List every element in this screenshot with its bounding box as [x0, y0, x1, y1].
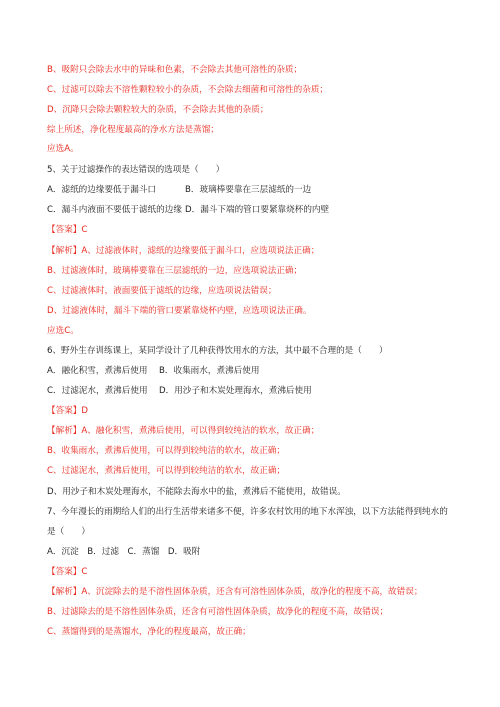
answer-line [47, 405, 88, 417]
option-a: A．滤纸的边缘要低于漏斗口 [47, 185, 157, 195]
option-c: C．过滤泥水，煮沸后使用 [47, 386, 148, 396]
answer-value: D [81, 406, 89, 416]
answer-tag: 【答案】 [47, 406, 82, 416]
question-6: 6、野外生存训练课上，某同学设计了几种获得饮用水的方法，其中最不合理的是（ ） [47, 346, 388, 356]
text-line: 综上所述，净化程度最高的净水方法是蒸馏； [47, 125, 219, 135]
question-5: 5、关于过滤操作的表达错误的选项是（ ） [47, 165, 225, 175]
text-line: C、过滤泥水，煮沸后使用，可以得到较纯洁的软水，故正确； [47, 466, 286, 476]
option-row [47, 184, 312, 196]
analysis-text: A、融化积雪，煮沸后使用，可以得到较纯洁的软水，故正确； [81, 426, 320, 436]
question-7-cont: 是（ ） [47, 527, 90, 537]
text-line: C、蒸馏得到的是蒸馏水，净化的程度最高，故正确； [47, 627, 251, 637]
text-line: 应选A。 [47, 144, 79, 154]
option-row [47, 204, 330, 216]
answer-line [47, 566, 87, 578]
answer-tag: 【答案】 [47, 225, 82, 235]
text-line: D、过滤液体时，漏斗下端的管口要紧靠烧杯内壁，应选项说法正确。 [47, 306, 312, 316]
answer-value: C [81, 225, 88, 235]
analysis-tag: 【解析】 [47, 426, 82, 436]
text-line: B、过滤液体时，玻璃棒要靠在三层滤纸的一边，应选项说法正确； [47, 266, 303, 276]
text-line: D、用沙子和木炭处理海水，不能除去海水中的盐，煮沸后不能使用，故错误。 [47, 487, 346, 497]
text-line: 应选C。 [47, 326, 79, 336]
option-b: B．玻璃棒要靠在三层滤纸的一边 [185, 185, 312, 195]
text-line: C、过滤液体时，液面要低于滤纸的边缘，应选项说法错误； [47, 286, 277, 296]
option-c: C．漏斗内液面不要低于滤纸的边缘 [47, 205, 182, 215]
analysis-text: A、过滤液体时，滤纸的边缘要低于漏斗口，应选项说法正确； [81, 246, 320, 256]
option-d: D．漏斗下端的管口要紧靠烧杯的内壁 [185, 205, 330, 215]
analysis-tag: 【解析】 [47, 246, 82, 256]
text-line: B、过滤除去的是不溶性固体杂质，还含有可溶性固体杂质，故净化的程度不高，故错误； [47, 607, 389, 617]
analysis-line [47, 245, 319, 257]
analysis-line [47, 586, 422, 598]
option-row [47, 365, 260, 377]
analysis-text: A、沉淀除去的是不溶性固体杂质，还含有可溶性固体杂质，故净化的程度不高，故错误； [81, 587, 423, 597]
text-line: B、收集雨水，煮沸后使用，可以得到较纯洁的软水，故正确； [47, 446, 285, 456]
analysis-tag: 【解析】 [47, 587, 82, 597]
question-7: 7、今年漫长的雨期给人们的出行生活带来诸多不便，许多农村饮用的地下水浑浊，以下方法能得到纯水的 [47, 507, 448, 517]
option-b: B．收集雨水，煮沸后使用 [159, 366, 260, 376]
analysis-line [47, 425, 319, 437]
text-line: C、过滤可以除去不溶性颗粒较小的杂质，不会除去细菌和可溶性的杂质； [47, 85, 329, 95]
answer-tag: 【答案】 [47, 567, 82, 577]
options-row: A．沉淀 B．过滤 C．蒸馏 D．吸附 [47, 547, 201, 557]
option-row [47, 385, 312, 397]
text-line: B、吸附只会除去水中的异味和色素，不会除去其他可溶性的杂质； [47, 65, 303, 75]
text-line: D、沉降只会除去颗粒较大的杂质，不会除去其他的杂质； [47, 105, 269, 115]
answer-value: C [81, 567, 88, 577]
answer-line [47, 224, 87, 236]
option-a: A．融化积雪，煮沸后使用 [47, 366, 148, 376]
option-d: D．用沙子和木炭处理海水，煮沸后使用 [159, 386, 312, 396]
